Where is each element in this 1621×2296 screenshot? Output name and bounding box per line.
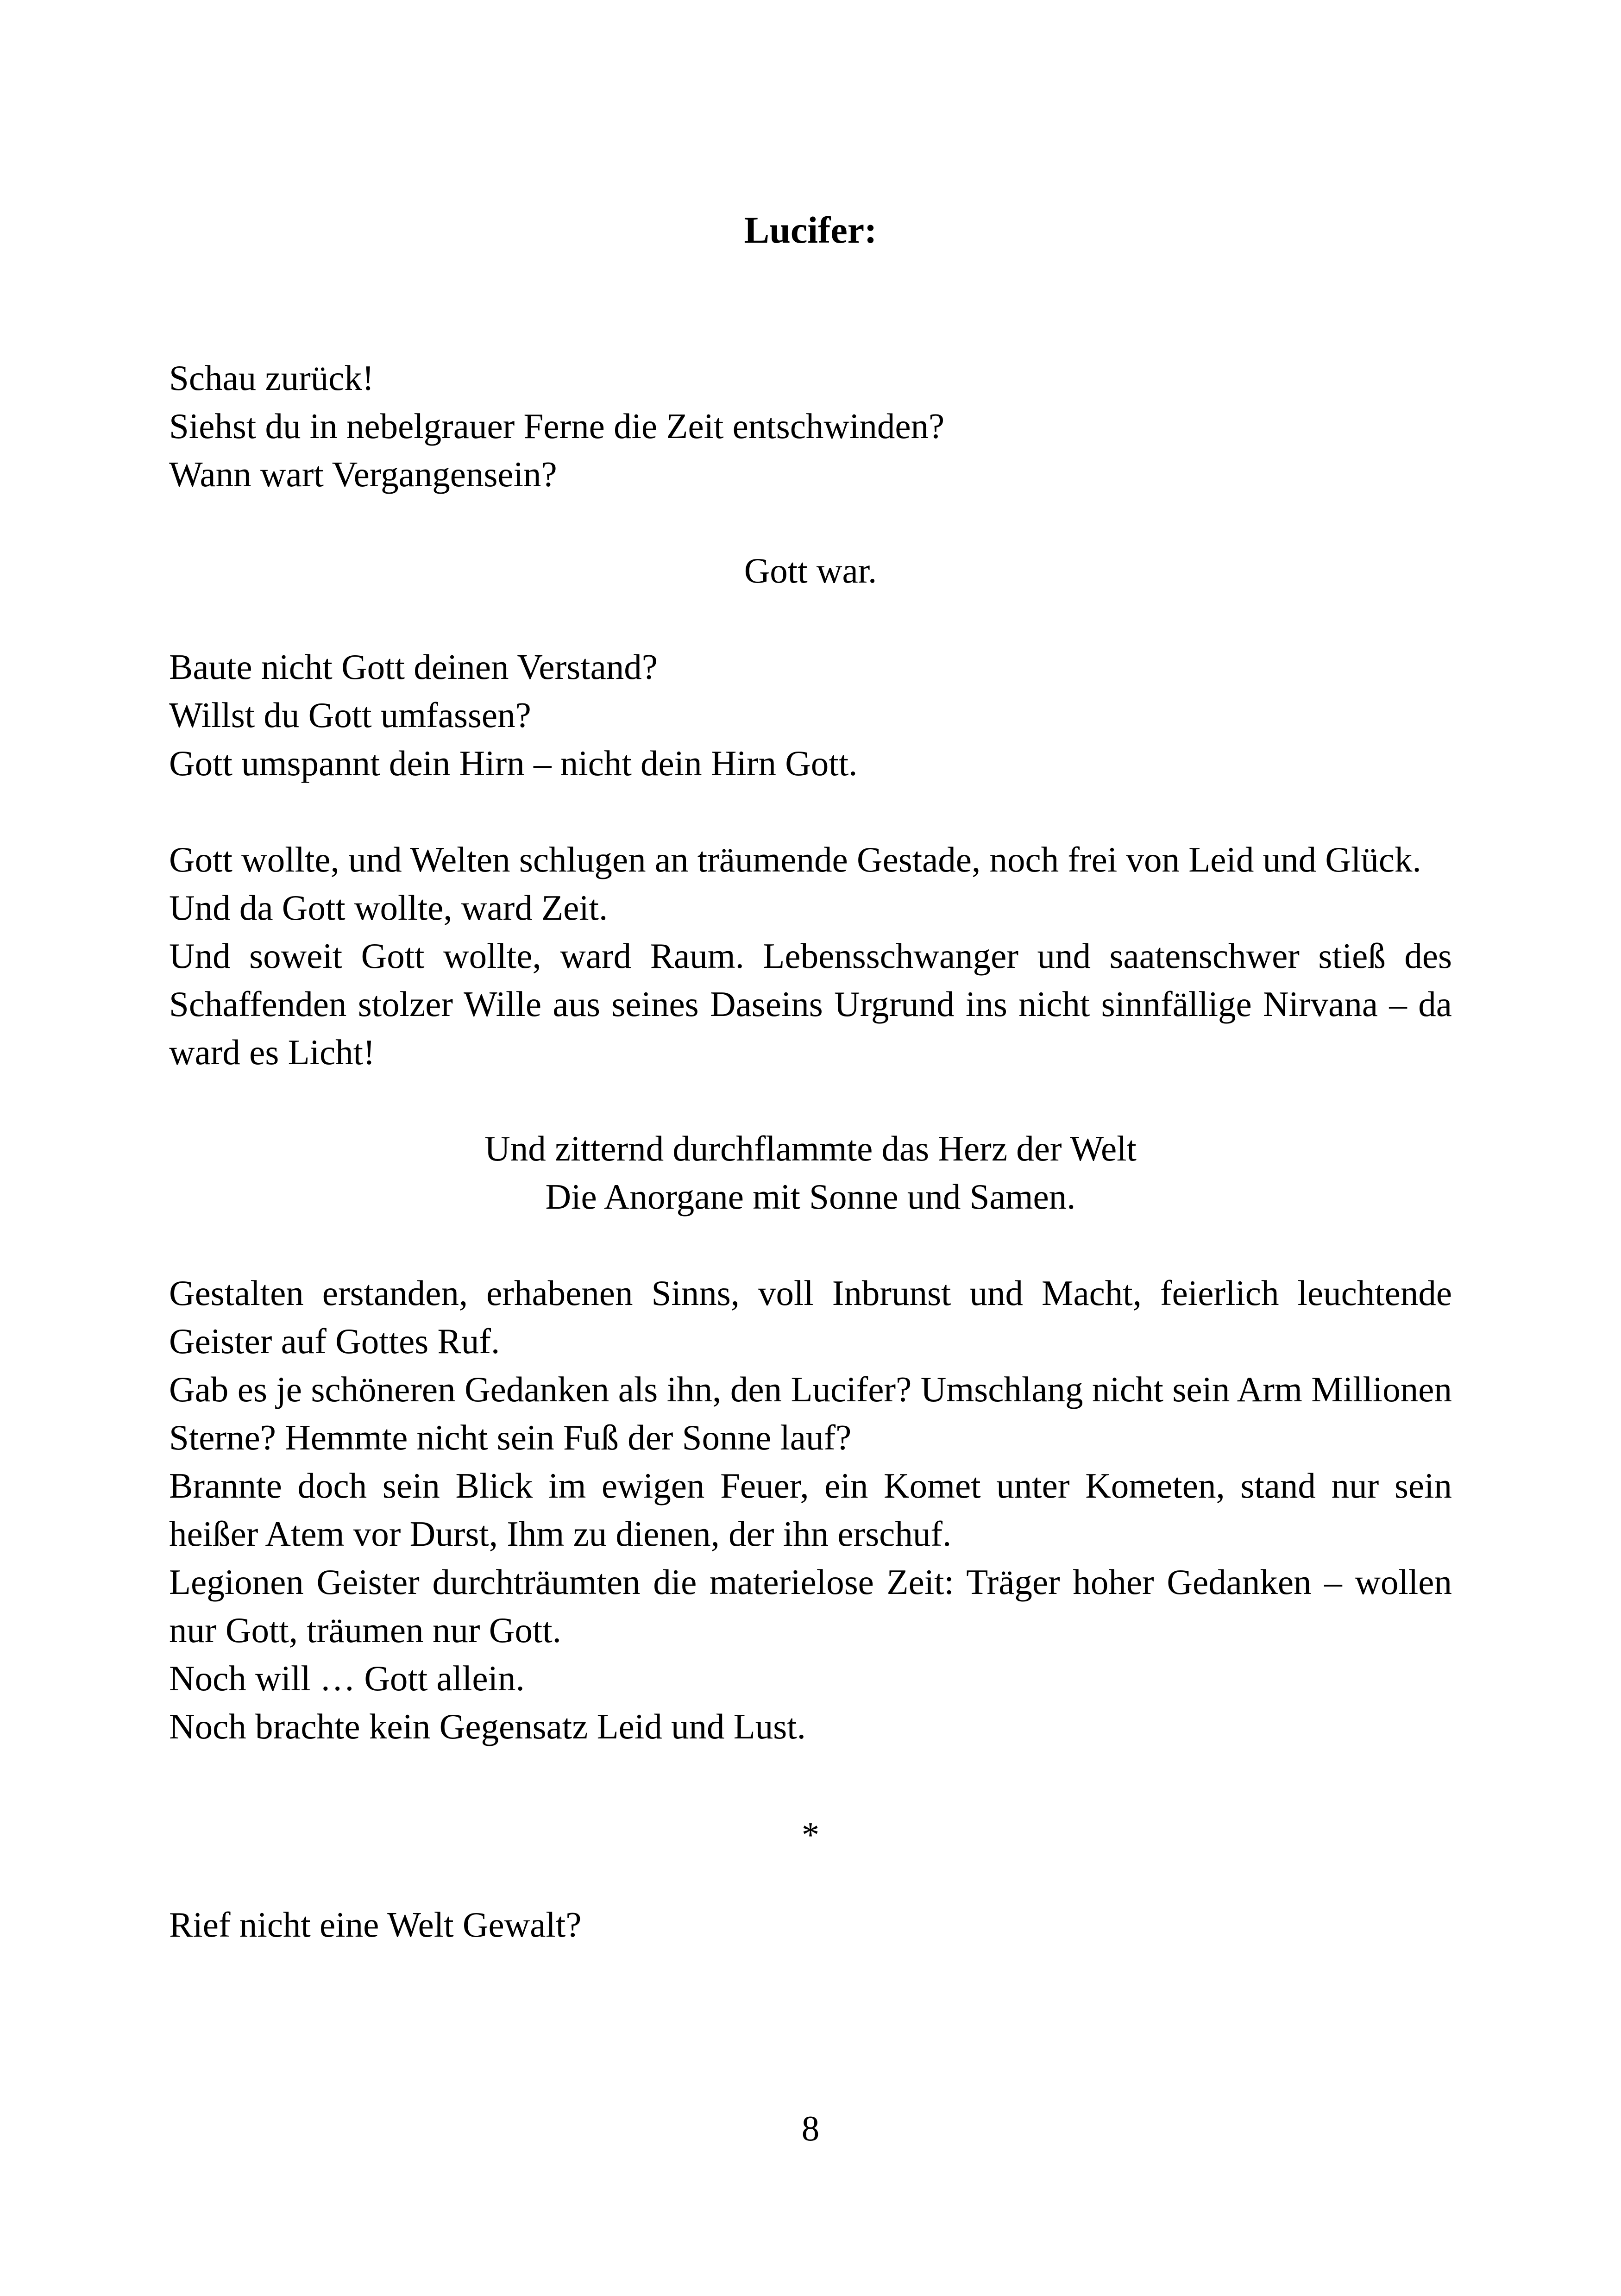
asterisk-divider: * (801, 1815, 820, 1855)
prose-paragraph: Und soweit Gott wollte, ward Raum. Lebensschwanger und saatenschwer stieß des Schaffenden stolzer Wille aus seines Daseins Urgrund ins nicht sinnfällige Nirvana – da ward es Licht! (169, 936, 1452, 1072)
verse-line: Gott war. (744, 551, 877, 590)
prose-paragraph: Gab es je schöneren Gedanken als ihn, den Lucifer? Umschlang nicht sein Arm Millionen Sterne? Hemmte nicht sein Fuß der Sonne lauf? (169, 1369, 1452, 1457)
stanza-questions (169, 643, 1452, 787)
prose-paragraph: Und da Gott wollte, ward Zeit. (169, 888, 608, 928)
prose-paragraph: Noch brachte kein Gegensatz Leid und Lust. (169, 1706, 806, 1746)
verse-line: Und zitternd durchflammte das Herz der Welt (484, 1129, 1137, 1168)
stanza-centered-couplet (169, 1124, 1452, 1221)
stanza-closing (169, 1901, 1452, 1949)
verse-line: Wann wart Vergangensein? (169, 454, 557, 494)
stanza-lucifer (169, 1269, 1452, 1750)
stanza-centered-gott-war (169, 546, 1452, 595)
verse-line: Die Anorgane mit Sonne und Samen. (545, 1177, 1076, 1217)
prose-paragraph: Noch will … Gott allein. (169, 1658, 525, 1698)
page-title: Lucifer: (744, 209, 877, 251)
verse-line: Siehst du in nebelgrauer Ferne die Zeit entschwinden? (169, 406, 945, 446)
prose-paragraph: Brannte doch sein Blick im ewigen Feuer, ein Komet unter Kometen, stand nur sein heißer Atem vor Durst, Ihm zu dienen, der ihn erschuf. (169, 1466, 1452, 1554)
prose-paragraph: Gestalten erstanden, erhabenen Sinns, voll Inbrunst und Macht, feierlich leuchtende Geister auf Gottes Ruf. (169, 1273, 1452, 1361)
prose-paragraph: Legionen Geister durchträumten die materielose Zeit: Träger hoher Gedanken – wollen nur Gott, träumen nur Gott. (169, 1562, 1452, 1650)
page-number: 8 (801, 2108, 820, 2148)
stanza-creation (169, 835, 1452, 1076)
section-divider (169, 1811, 1452, 1859)
stanza-opening (169, 354, 1452, 498)
verse-line: Baute nicht Gott deinen Verstand? (169, 647, 658, 687)
verse-line: Willst du Gott umfassen? (169, 695, 531, 735)
verse-line: Gott umspannt dein Hirn – nicht dein Hirn Gott. (169, 743, 858, 783)
verse-line: Rief nicht eine Welt Gewalt? (169, 1905, 582, 1945)
verse-line: Schau zurück! (169, 358, 374, 398)
prose-paragraph: Gott wollte, und Welten schlugen an träumende Gestade, noch frei von Leid und Glück. (169, 840, 1421, 879)
